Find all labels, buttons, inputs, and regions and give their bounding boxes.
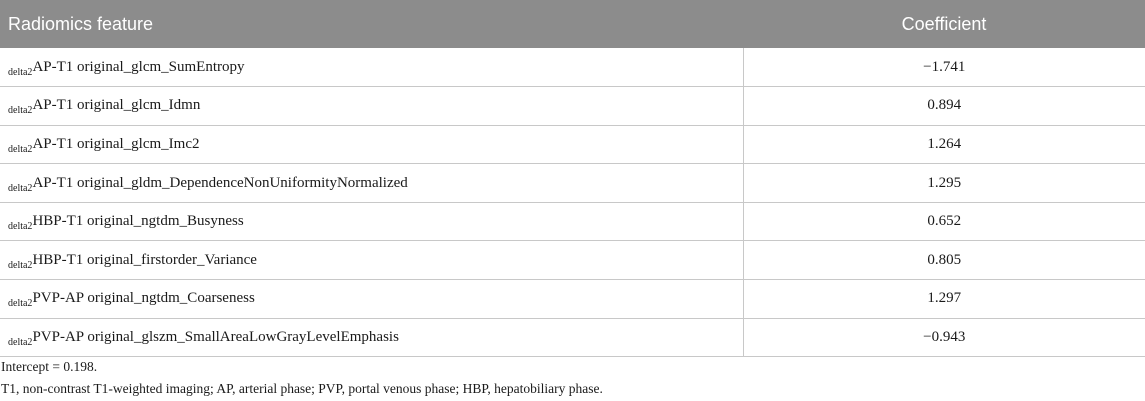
feature-name: AP-T1 original_glcm_Idmn [32, 97, 201, 114]
coefficient-cell: 0.805 [743, 241, 1145, 280]
coefficient-cell: 1.297 [743, 280, 1145, 319]
coefficient-cell: 0.652 [743, 202, 1145, 241]
feature-name: AP-T1 original_glcm_SumEntropy [32, 58, 245, 75]
feature-name: PVP-AP original_ngtdm_Coarseness [32, 290, 255, 307]
feature-name: AP-T1 original_gldm_DependenceNonUniformityNormalized [32, 174, 408, 191]
table-row [0, 241, 1145, 280]
table-body [0, 48, 1145, 357]
table-row [0, 125, 1145, 164]
coefficient-cell: 0.894 [743, 87, 1145, 126]
feature-prefix: delta2 [8, 143, 33, 155]
header-radiomics-feature: Radiomics feature [8, 13, 154, 34]
feature-prefix: delta2 [8, 105, 33, 117]
table-row [0, 48, 1145, 87]
feature-prefix: delta2 [8, 298, 33, 310]
coefficient-cell: 1.264 [743, 125, 1145, 164]
feature-cell [0, 202, 743, 241]
feature-cell [0, 280, 743, 319]
feature-prefix: delta2 [8, 221, 33, 233]
feature-cell [0, 125, 743, 164]
intercept-note: Intercept = 0.198. [1, 359, 98, 374]
table-footnotes [1, 356, 603, 400]
feature-name: PVP-AP original_glszm_SmallAreaLowGrayLevelEmphasis [32, 328, 399, 345]
feature-cell [0, 48, 743, 87]
feature-cell [0, 87, 743, 126]
table-row [0, 318, 1145, 357]
table-row [0, 202, 1145, 241]
feature-cell [0, 164, 743, 203]
feature-cell [0, 241, 743, 280]
table-row [0, 164, 1145, 203]
coefficient-cell: −1.741 [743, 48, 1145, 87]
feature-prefix: delta2 [8, 259, 33, 271]
feature-prefix: delta2 [8, 336, 33, 348]
feature-name: HBP-T1 original_firstorder_Variance [32, 251, 257, 268]
table-row [0, 87, 1145, 126]
feature-prefix: delta2 [8, 182, 33, 194]
abbreviations-note: T1, non-contrast T1-weighted imaging; AP, arterial phase; PVP, portal venous phase; HBP, hepatobiliary phase. [1, 381, 603, 396]
header-coefficient: Coefficient [901, 13, 987, 34]
coefficient-cell: −0.943 [743, 318, 1145, 357]
feature-prefix: delta2 [8, 66, 33, 78]
feature-name: HBP-T1 original_ngtdm_Busyness [32, 213, 244, 230]
feature-name: AP-T1 original_glcm_Imc2 [32, 135, 200, 152]
header-row [0, 0, 1145, 48]
feature-cell [0, 318, 743, 357]
table-row [0, 280, 1145, 319]
table-header [0, 0, 1145, 48]
coefficient-cell: 1.295 [743, 164, 1145, 203]
